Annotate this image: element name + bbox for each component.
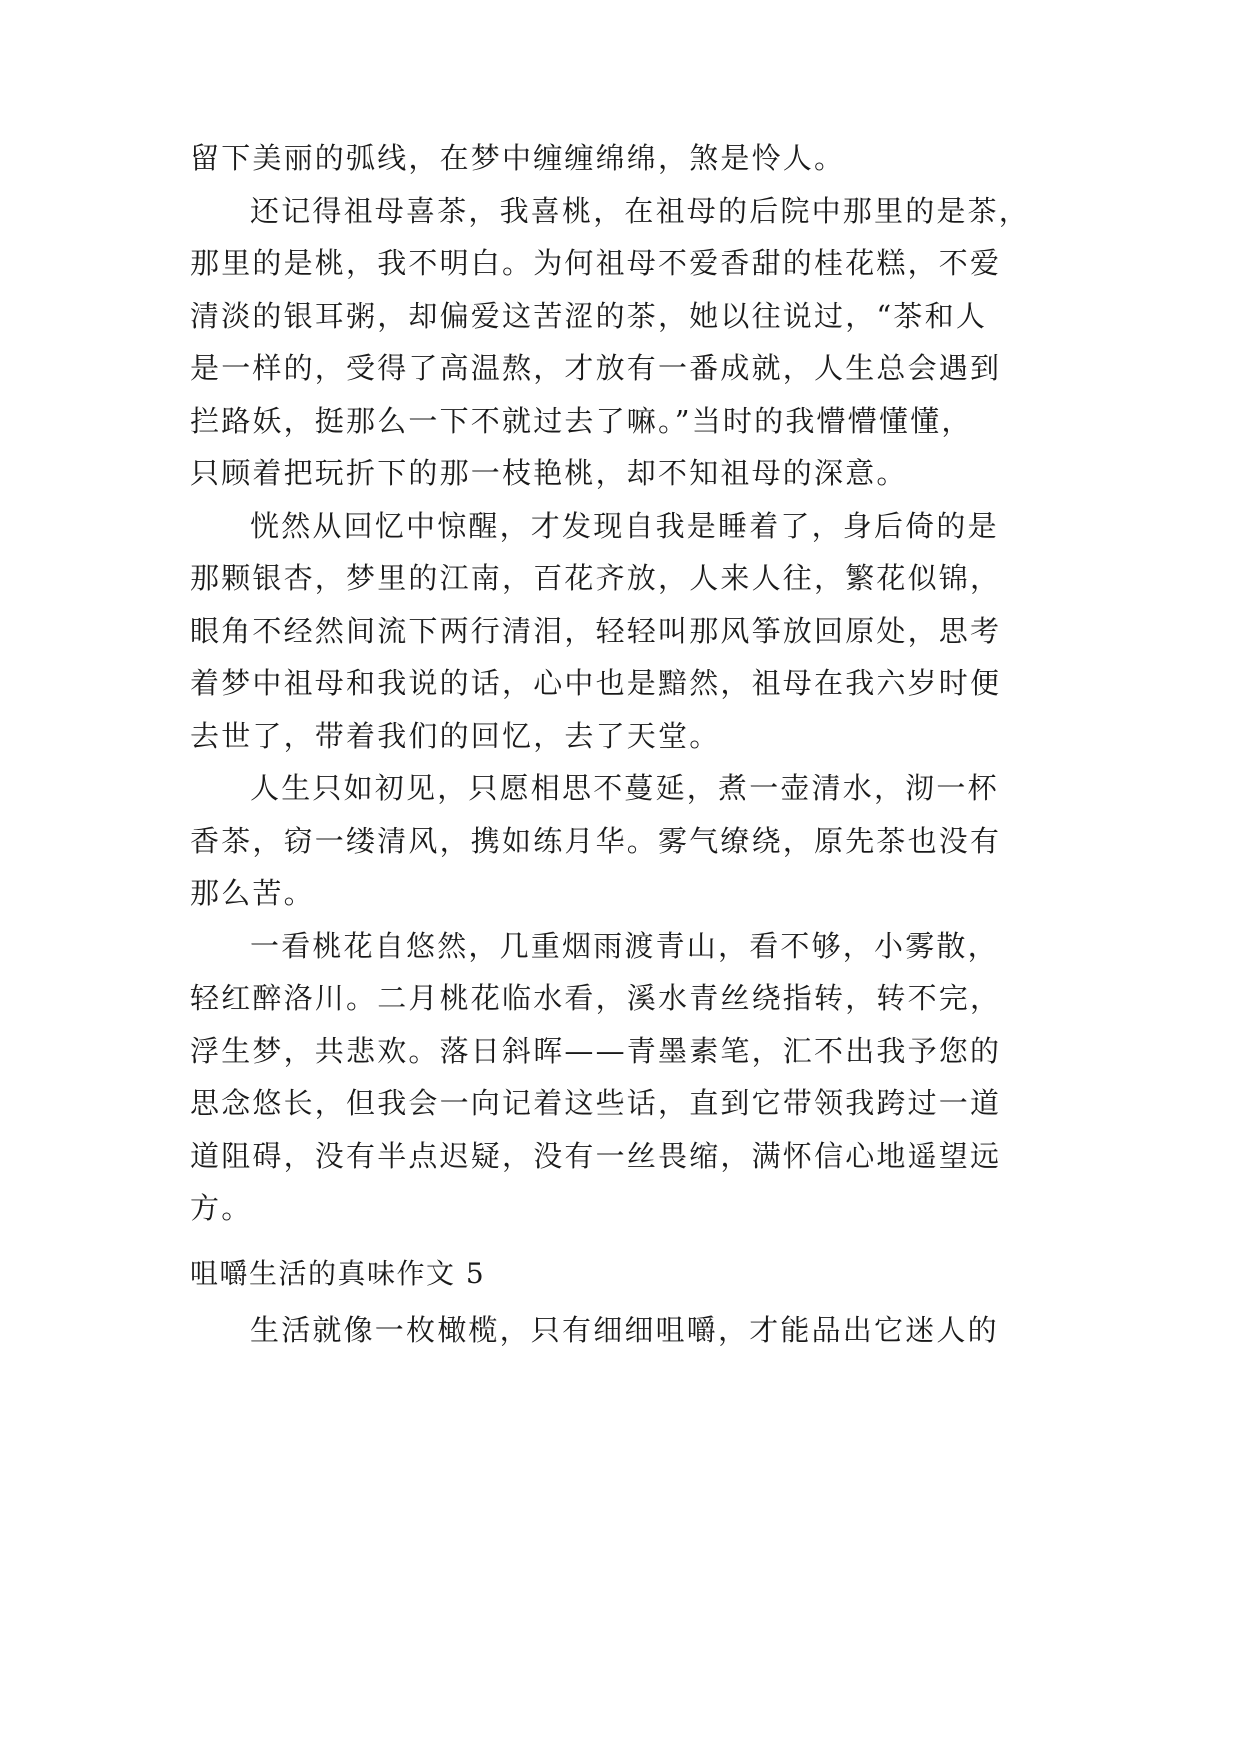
text-line: 留下美丽的弧线，在梦中缠缠绵绵，煞是怜人。 bbox=[190, 141, 846, 175]
text-line: 眼角不经然间流下两行清泪，轻轻叫那风筝放回原处，思考 bbox=[190, 613, 1002, 648]
text-line: 方。 bbox=[190, 1191, 253, 1225]
text-line: 只顾着把玩折下的那一枝艳桃，却不知祖母的深意。 bbox=[190, 456, 908, 490]
text-line: 香茶，窃一缕清风，携如练月华。雾气缭绕，原先茶也没有 bbox=[190, 823, 1002, 858]
text-line: 拦路妖，挺那么一下不就过去了嘛。”当时的我懵懵懂懂， bbox=[190, 403, 973, 438]
text-line: 去世了，带着我们的回忆，去了天堂。 bbox=[190, 718, 721, 753]
text-line: 恍然从回忆中惊醒，才发现自我是睡着了，身后倚的是 bbox=[250, 508, 999, 543]
text-line: 那里的是桃，我不明白。为何祖母不爱香甜的桂花糕，不爱 bbox=[190, 246, 1002, 280]
text-line: 人生只如初见，只愿相思不蔓延，煮一壶清水，沏一杯 bbox=[250, 771, 999, 805]
text-line: 浮生梦，共悲欢。落日斜晖——青墨素笔，汇不出我予您的 bbox=[190, 1033, 1002, 1068]
section-heading: 咀嚼生活的真味作文 5 bbox=[190, 1257, 486, 1290]
text-line: 是一样的，受得了高温熬，才放有一番成就，人生总会遇到 bbox=[190, 351, 1002, 385]
text-line: 生活就像一枚橄榄，只有细细咀嚼，才能品出它迷人的 bbox=[250, 1313, 999, 1347]
text-line: 那颗银杏，梦里的江南，百花齐放，人来人往，繁花似锦， bbox=[190, 561, 1002, 595]
text-line: 一看桃花自悠然，几重烟雨渡青山，看不够，小雾散， bbox=[250, 928, 999, 963]
text-line: 还记得祖母喜茶，我喜桃，在祖母的后院中那里的是茶， bbox=[250, 193, 1031, 228]
text-line: 着梦中祖母和我说的话，心中也是黯然，祖母在我六岁时便 bbox=[190, 666, 1002, 700]
text-line: 轻红醉洛川。二月桃花临水看，溪水青丝绕指转，转不完， bbox=[190, 981, 1002, 1015]
text-line: 思念悠长，但我会一向记着这些话，直到它带领我跨过一道 bbox=[190, 1086, 1002, 1120]
text-line: 道阻碍，没有半点迟疑，没有一丝畏缩，满怀信心地遥望远 bbox=[190, 1138, 1002, 1173]
text-line: 清淡的银耳粥，却偏爱这苦涩的茶，她以往说过，“茶和人 bbox=[190, 298, 988, 333]
text-line: 那么苦。 bbox=[190, 876, 315, 910]
